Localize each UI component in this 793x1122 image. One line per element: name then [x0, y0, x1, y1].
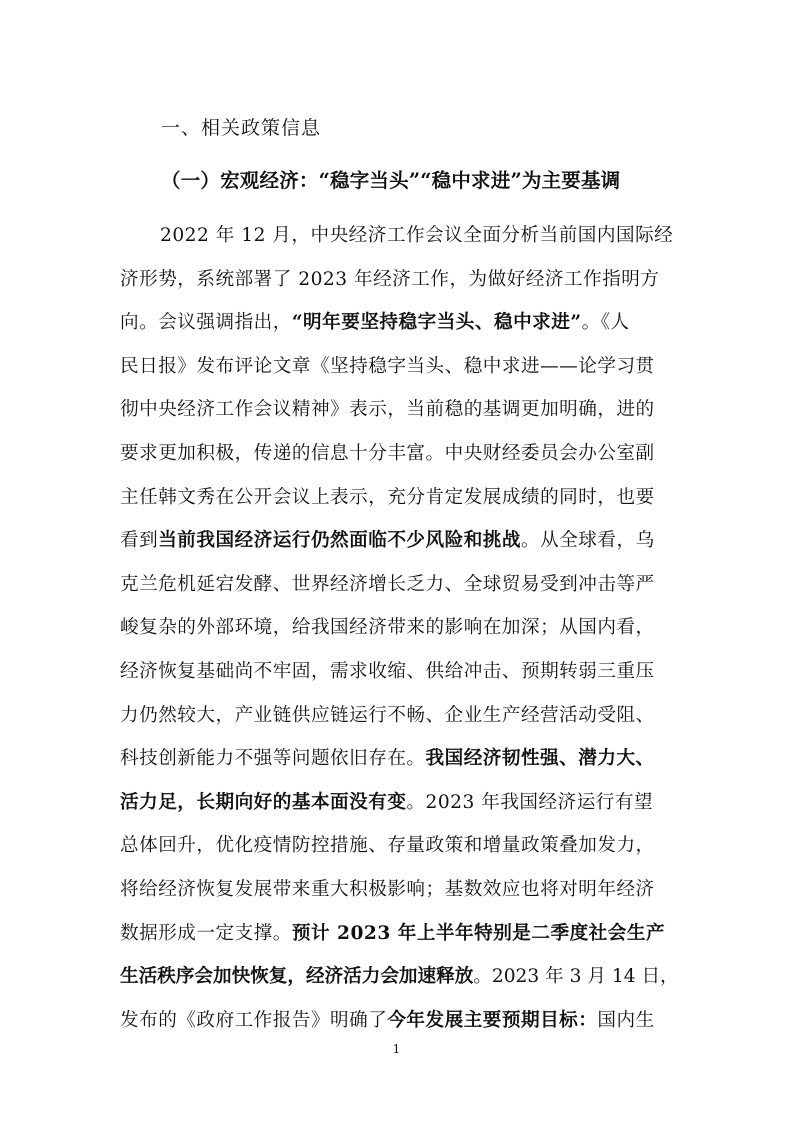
paragraph-line: 活力足，长期向好的基本面没有变。2023 年我国经济运行有望	[120, 791, 654, 813]
paragraph-line: 数据形成一定支撑。预计 2023 年上半年特别是二季度社会生产	[120, 922, 666, 944]
paragraph-line: 力仍然较大，产业链供应链运行不畅、企业生产经营活动受阻、	[120, 704, 655, 726]
paragraph-line: 要求更加积极，传递的信息十分丰富。中央财经委员会办公室副	[120, 442, 655, 464]
bold-emphasis: 我国经济韧性强、潜力大、	[425, 748, 655, 770]
paragraph-line: 峻复杂的外部环境，给我国经济带来的影响在加深；从国内看，	[120, 617, 655, 639]
paragraph-line: 总体回升，优化疫情防控措施、存量政策和增量政策叠加发力，	[120, 835, 655, 857]
paragraph-line: 彻中央经济工作会议精神》表示，当前稳的基调更加明确，进的	[120, 399, 655, 421]
paragraph-line: 克兰危机延宕发酵、世界经济增长乏力、全球贸易受到冲击等严	[120, 573, 655, 595]
paragraph-line: 科技创新能力不强等问题依旧存在。我国经济韧性强、潜力大、	[120, 748, 655, 770]
bold-emphasis: 当前我国经济运行仍然面临不少风险和挑战	[158, 530, 521, 552]
paragraph-line: 经济恢复基础尚不牢固，需求收缩、供给冲击、预期转弱三重压	[120, 660, 655, 682]
paragraph-line: 济形势，系统部署了 2023 年经济工作，为做好经济工作指明方	[120, 268, 660, 290]
paragraph-line: 将给经济恢复发展带来重大积极影响；基数效应也将对明年经济	[120, 878, 655, 900]
bold-emphasis: 生活秩序会加快恢复，经济活力会加速释放	[120, 966, 474, 988]
paragraph-line: 民日报》发布评论文章《坚持稳字当头、稳中求进——论学习贯	[120, 355, 655, 377]
body-paragraph	[120, 214, 680, 1042]
bold-emphasis: 预计 2023 年上半年特别是二季度社会生产	[291, 922, 666, 944]
paragraph-line: 生活秩序会加快恢复，经济活力会加速释放。2023 年 3 月 14 日，	[120, 966, 679, 988]
page-number: 1	[392, 1042, 401, 1056]
bold-emphasis: 活力足，长期向好的基本面没有变	[120, 791, 407, 813]
sub-heading: （一）宏观经济：“稳字当头”“稳中求进”为主要基调	[161, 169, 621, 192]
paragraph-line: 向。会议强调指出，“明年要坚持稳字当头、稳中求进”。《人	[120, 312, 630, 334]
bold-emphasis: “明年要坚持稳字当头、稳中求进”	[291, 312, 582, 334]
paragraph-line: 看到当前我国经济运行仍然面临不少风险和挑战。从全球看，乌	[120, 530, 655, 552]
paragraph-line: 主任韩文秀在公开会议上表示，充分肯定发展成绩的同时，也要	[120, 486, 655, 508]
section-heading: 一、相关政策信息	[161, 117, 322, 139]
paragraph-line: 2022 年 12 月，中央经济工作会议全面分析当前国内国际经	[160, 225, 674, 246]
paragraph-line: 发布的《政府工作报告》明确了今年发展主要预期目标：国内生	[120, 1009, 655, 1031]
bold-emphasis: 今年发展主要预期目标：	[387, 1009, 598, 1031]
